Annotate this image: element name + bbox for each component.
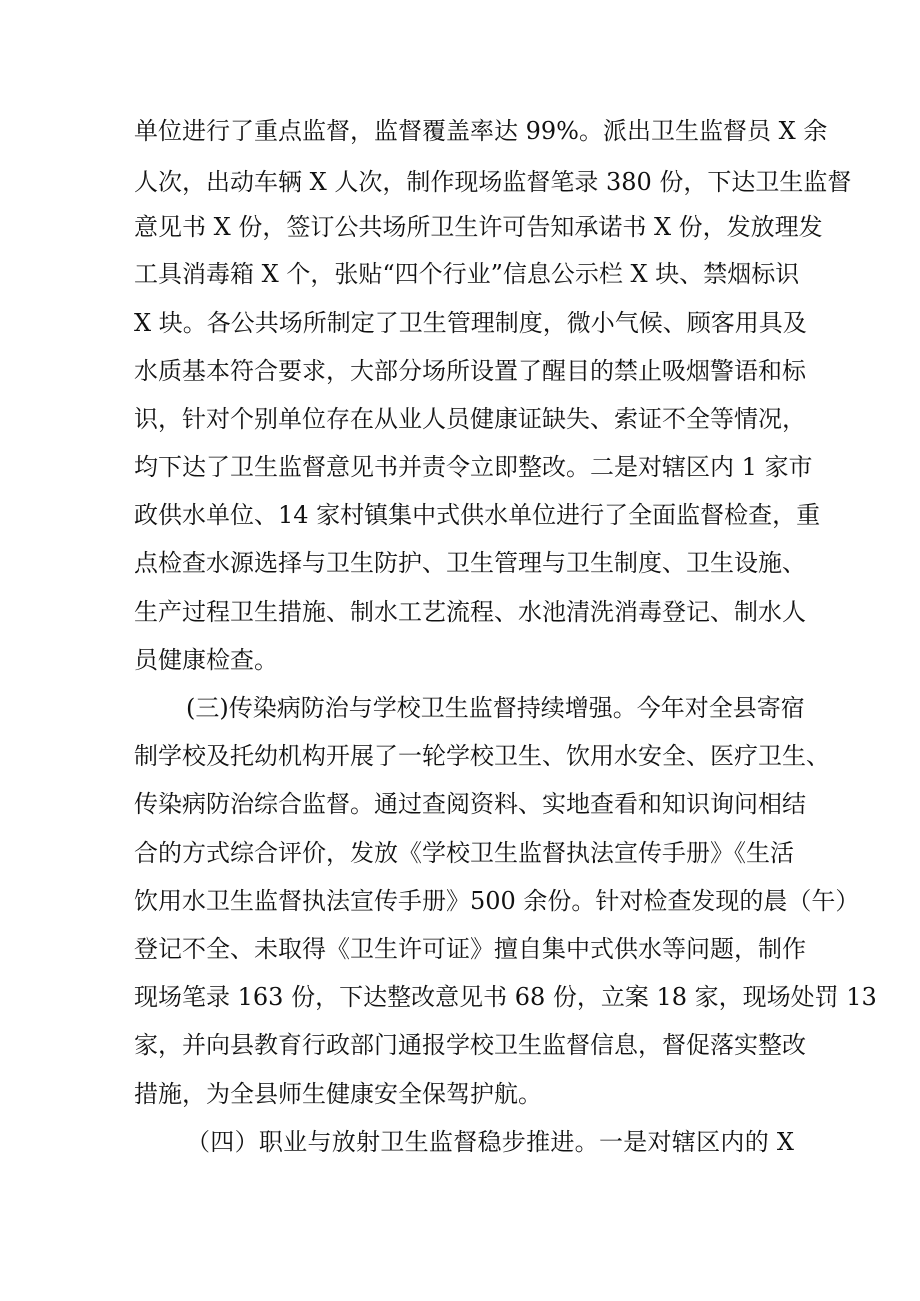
text-line: 人次，出动车辆 X 人次，制作现场监督笔录 380 份，下达卫生监督: [134, 168, 852, 196]
text-line: 传染病防治综合监督。通过查阅资料、实地查看和知识询问相结: [134, 790, 806, 818]
text-line: 意见书 X 份，签订公共场所卫生许可告知承诺书 X 份，发放理发: [134, 213, 823, 241]
text-line: 工具消毒箱 X 个，张贴“四个行业”信息公示栏 X 块、禁烟标识: [134, 260, 800, 288]
text-line: 措施，为全县师生健康安全保驾护航。: [134, 1080, 542, 1108]
text-line: 饮用水卫生监督执法宣传手册》500 余份。针对检查发现的晨（午）: [134, 887, 860, 915]
text-line: 点检查水源选择与卫生防护、卫生管理与卫生制度、卫生设施、: [134, 549, 806, 577]
text-line: 现场笔录 163 份，下达整改意见书 68 份，立案 18 家，现场处罚 13: [134, 983, 877, 1011]
text-line: 家，并向县教育行政部门通报学校卫生监督信息，督促落实整改: [134, 1031, 806, 1059]
text-line: 政供水单位、14 家村镇集中式供水单位进行了全面监督检查，重: [134, 501, 821, 529]
text-line: 合的方式综合评价，发放《学校卫生监督执法宣传手册》《生活: [134, 839, 794, 867]
paragraph-heading-line: （四）职业与放射卫生监督稳步推进。一是对辖区内的 X: [186, 1128, 794, 1156]
text-line: 生产过程卫生措施、制水工艺流程、水池清洗消毒登记、制水人: [134, 598, 806, 626]
text-line: 均下达了卫生监督意见书并责令立即整改。二是对辖区内 1 家市: [134, 453, 813, 481]
text-line: 制学校及托幼机构开展了一轮学校卫生、饮用水安全、医疗卫生、: [134, 742, 830, 770]
text-line: 登记不全、未取得《卫生许可证》擅自集中式供水等问题，制作: [134, 935, 806, 963]
text-line: 水质基本符合要求，大部分场所设置了醒目的禁止吸烟警语和标: [134, 357, 806, 385]
text-line: X 块。各公共场所制定了卫生管理制度，微小气候、顾客用具及: [134, 309, 807, 337]
paragraph-heading-line: (三)传染病防治与学校卫生监督持续增强。今年对全县寄宿: [186, 694, 805, 722]
text-line: 识，针对个别单位存在从业人员健康证缺失、索证不全等情况，: [134, 405, 806, 433]
text-line: 单位进行了重点监督，监督覆盖率达 99%。派出卫生监督员 X 余: [134, 117, 828, 145]
text-line: 员健康检查。: [134, 646, 278, 674]
